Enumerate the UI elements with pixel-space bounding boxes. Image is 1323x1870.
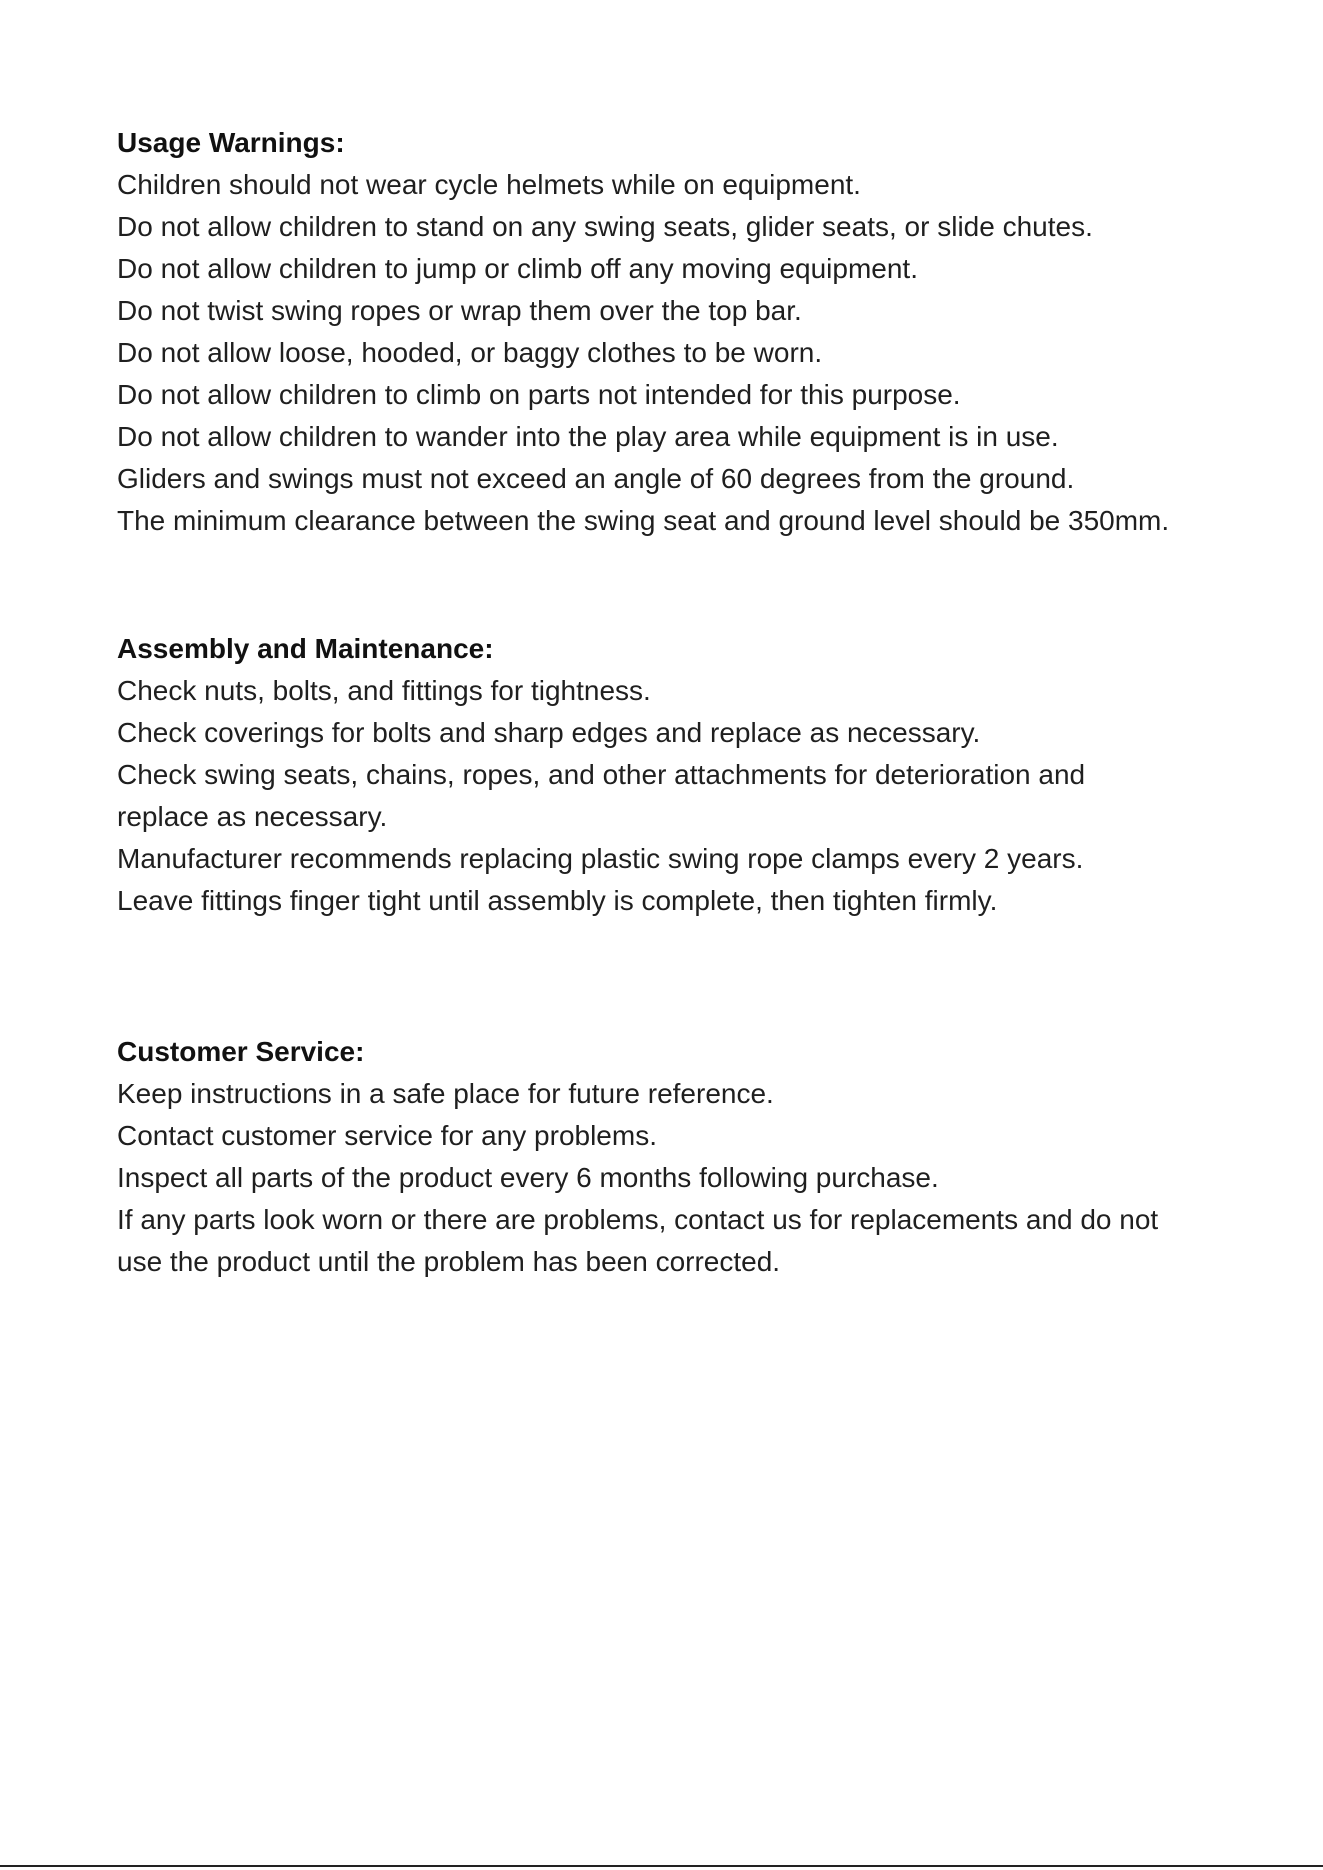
assembly-maintenance-section	[117, 628, 1297, 922]
assembly-maintenance-heading: Assembly and Maintenance:	[117, 633, 494, 664]
assembly-line: Leave fittings finger tight until assembly is complete, then tighten firmly.	[117, 885, 998, 916]
assembly-line: replace as necessary.	[117, 801, 388, 832]
service-line: Keep instructions in a safe place for future reference.	[117, 1078, 774, 1109]
usage-warning-line: The minimum clearance between the swing seat and ground level should be 350mm.	[117, 505, 1170, 536]
assembly-line: Check nuts, bolts, and fittings for tightness.	[117, 675, 651, 706]
usage-warning-line: Do not allow loose, hooded, or baggy clothes to be worn.	[117, 337, 823, 368]
assembly-line: Check swing seats, chains, ropes, and other attachments for deterioration and	[117, 759, 1086, 790]
customer-service-section	[117, 1031, 1297, 1283]
usage-warning-line: Children should not wear cycle helmets while on equipment.	[117, 169, 861, 200]
assembly-line: Check coverings for bolts and sharp edges and replace as necessary.	[117, 717, 981, 748]
service-line: Inspect all parts of the product every 6 months following purchase.	[117, 1162, 939, 1193]
usage-warnings-heading: Usage Warnings:	[117, 127, 345, 158]
usage-warning-line: Do not allow children to climb on parts not intended for this purpose.	[117, 379, 961, 410]
usage-warning-line: Do not allow children to jump or climb off any moving equipment.	[117, 253, 918, 284]
usage-warnings-section	[117, 122, 1297, 542]
service-line: If any parts look worn or there are problems, contact us for replacements and do not	[117, 1204, 1159, 1235]
usage-warning-line: Do not allow children to stand on any swing seats, glider seats, or slide chutes.	[117, 211, 1093, 242]
service-line: Contact customer service for any problems.	[117, 1120, 657, 1151]
service-line: use the product until the problem has been corrected.	[117, 1246, 781, 1277]
usage-warning-line: Gliders and swings must not exceed an angle of 60 degrees from the ground.	[117, 463, 1075, 494]
usage-warning-line: Do not allow children to wander into the play area while equipment is in use.	[117, 421, 1059, 452]
customer-service-heading: Customer Service:	[117, 1036, 365, 1067]
usage-warning-line: Do not twist swing ropes or wrap them over the top bar.	[117, 295, 802, 326]
assembly-line: Manufacturer recommends replacing plastic swing rope clamps every 2 years.	[117, 843, 1084, 874]
bottom-divider	[0, 1865, 1323, 1867]
